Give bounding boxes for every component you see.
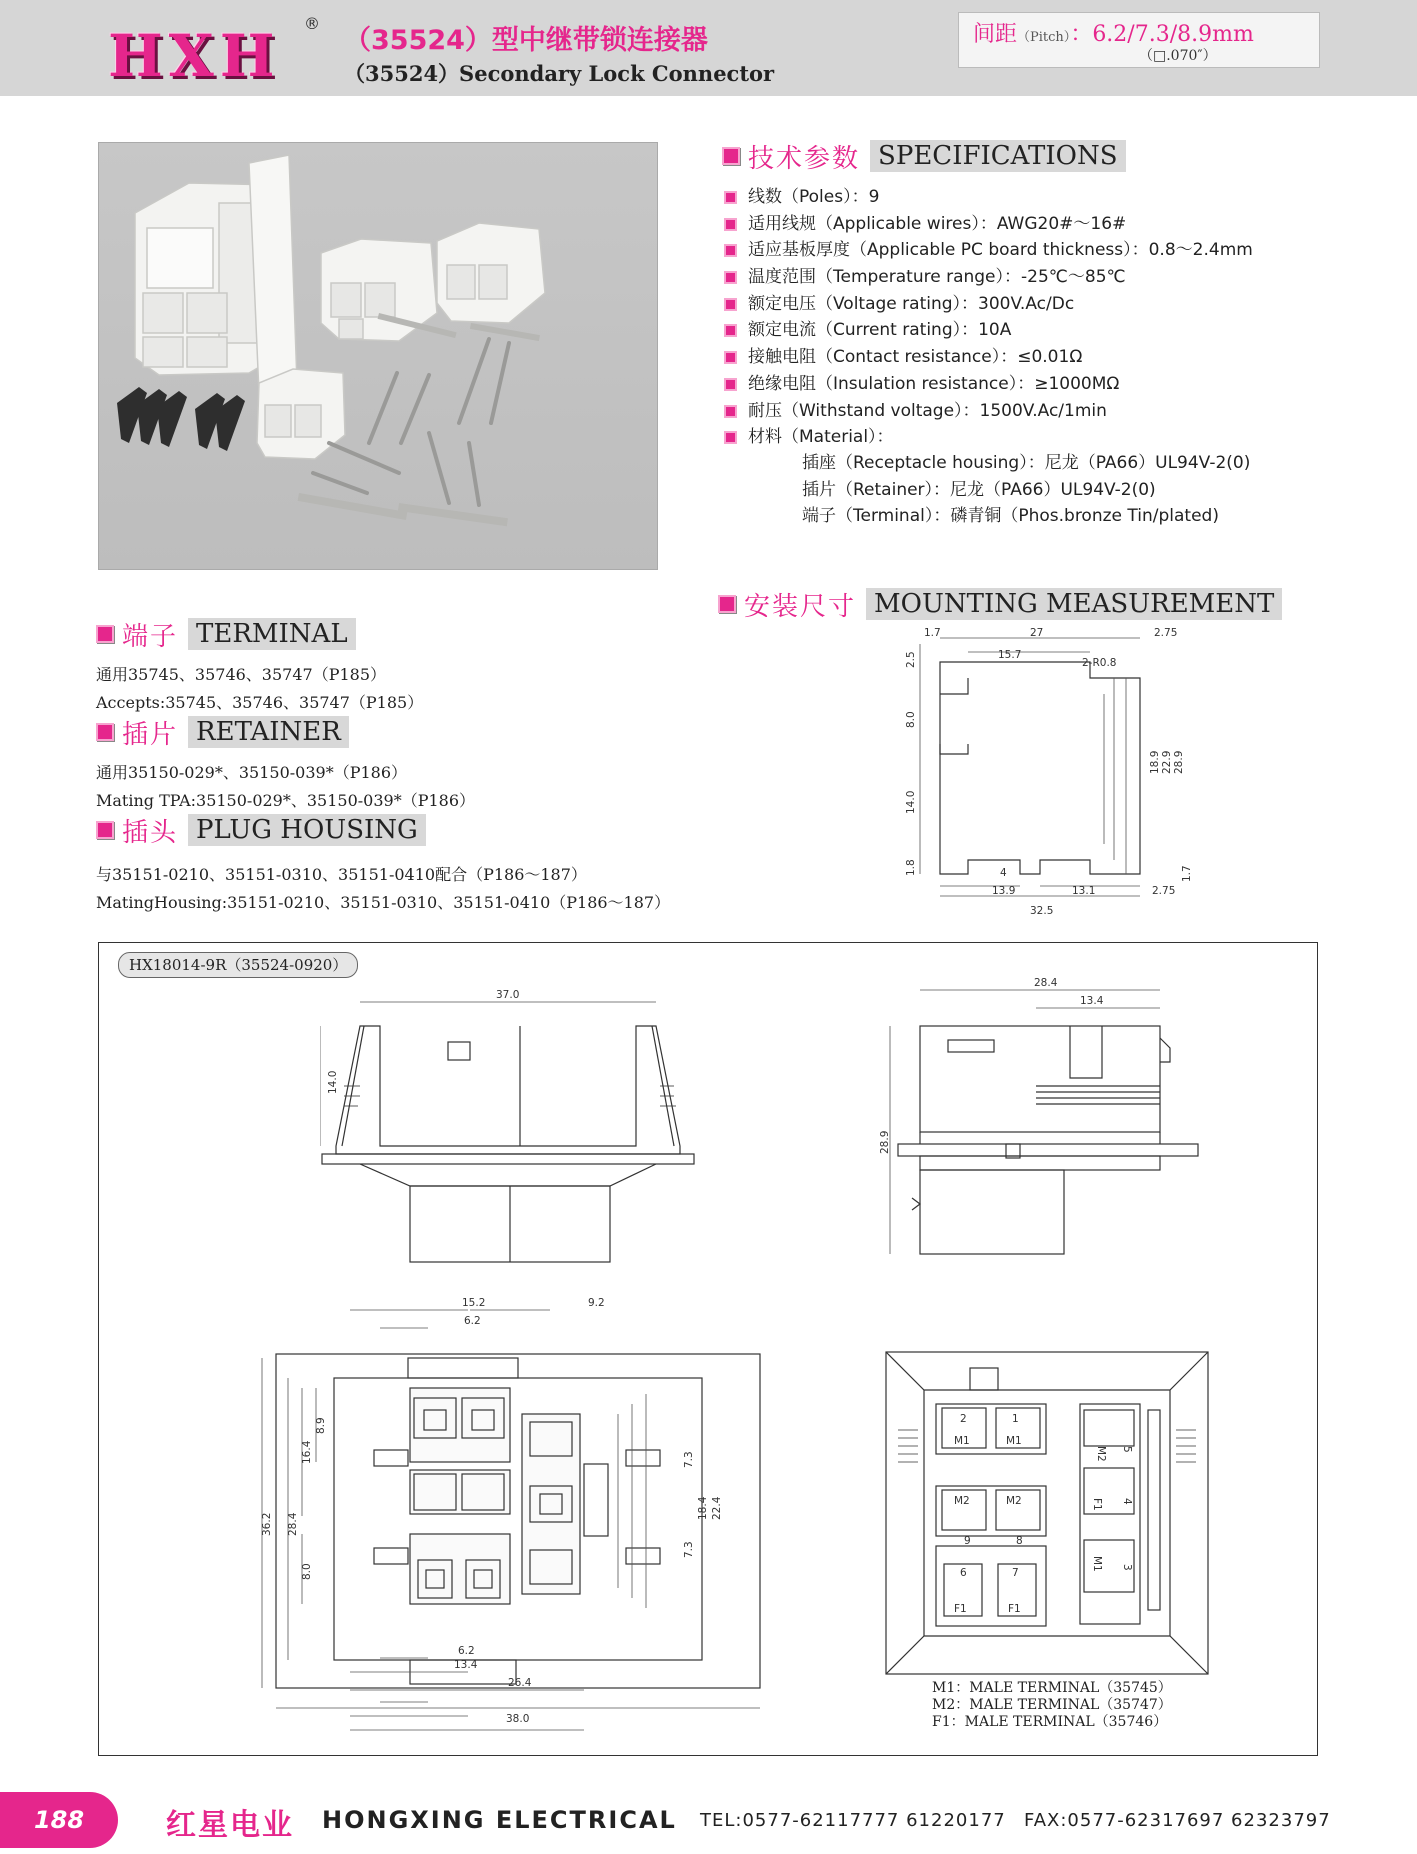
legend-item: F1：MALE TERMINAL（35746） <box>932 1714 1168 1730</box>
title-english: （35524）Secondary Lock Connector <box>344 61 775 86</box>
pink-square-icon <box>96 723 114 741</box>
spec-text: 额定电压（Voltage rating）：300V.Ac/Dc <box>748 293 1075 314</box>
mount-dim: 28.9 <box>1173 750 1185 774</box>
mounting-heading-cn: 安装尺寸 <box>744 591 857 622</box>
material-list <box>802 450 1250 530</box>
spec-text: 额定电流（Current rating）：10A <box>748 320 1012 341</box>
pin-label: 3 <box>1121 1564 1133 1571</box>
mounting-heading <box>718 588 1282 620</box>
spec-text: 适用线规（Applicable wires）：AWG20#～16# <box>748 213 1127 234</box>
front-dim: 37.0 <box>496 989 520 1001</box>
face-dim: 6.2 <box>464 1315 481 1327</box>
plug-heading-cn: 插头 <box>122 817 179 848</box>
terminal-legend <box>932 1680 1172 1731</box>
product-photo-illustration <box>99 143 657 569</box>
spec-item <box>724 424 1344 451</box>
mount-dim: 1.7 <box>1181 865 1193 882</box>
terminal-line-2: Accepts:35745、35746、35747（P185） <box>96 693 424 712</box>
mount-dim: 18.9 <box>1149 750 1161 774</box>
plug-heading <box>96 814 426 846</box>
retainer-heading <box>96 716 349 748</box>
company-name-cn: 红星电业 <box>166 1808 294 1843</box>
mount-dim: 22.9 <box>1161 750 1173 774</box>
pin-label: F1 <box>954 1603 967 1615</box>
face-dim: 13.4 <box>454 1659 478 1671</box>
bullet-icon <box>724 244 737 257</box>
face-dim: 7.3 <box>683 1451 695 1468</box>
pitch-value: ：6.2/7.3/8.9mm <box>1070 22 1254 47</box>
product-photo <box>98 142 658 570</box>
mount-dim: 2.5 <box>905 651 917 668</box>
pin-label: 1 <box>1012 1413 1019 1425</box>
part-number-label: HX18014-9R（35524-0920） <box>118 952 358 978</box>
pin-label: M2 <box>954 1495 970 1507</box>
mounting-heading-en: MOUNTING MEASUREMENT <box>866 588 1282 620</box>
terminal-heading <box>96 618 356 650</box>
title-chinese: （35524）型中继带锁连接器 <box>344 25 708 56</box>
bullet-icon <box>724 324 737 337</box>
pin-label: M1 <box>1091 1556 1103 1572</box>
face-view-bottom-dims <box>258 1646 778 1726</box>
spec-text: 温度范围（Temperature range）：-25℃～85℃ <box>748 267 1126 288</box>
mount-dim: 32.5 <box>1030 905 1054 917</box>
face-dim: 22.4 <box>711 1496 723 1520</box>
specifications-heading <box>722 140 1126 172</box>
spec-item <box>724 291 1344 318</box>
retainer-line-1: 通用35150-029*、35150-039*（P186） <box>96 763 407 782</box>
spec-text: 适应基板厚度（Applicable PC board thickness）：0.8～2.4mm <box>748 240 1253 261</box>
spec-text: 耐压（Withstand voltage）：1500V.Ac/1min <box>748 400 1107 421</box>
spec-item <box>724 344 1344 371</box>
pin-label: 2 <box>960 1413 967 1425</box>
pin-label: M2 <box>1095 1446 1107 1462</box>
spec-item <box>724 371 1344 398</box>
face-dim: 8.9 <box>315 1417 327 1434</box>
pink-square-icon <box>718 595 736 613</box>
mount-dim: 8.0 <box>905 711 917 728</box>
pitch-box <box>958 12 1320 68</box>
material-item: 端子（Terminal）：磷青铜（Phos.bronze Tin/plated) <box>802 506 1219 527</box>
pitch-label-cn: 间距 <box>973 22 1018 47</box>
bullet-icon <box>724 405 737 418</box>
mount-dim: 4 <box>1000 867 1007 879</box>
pin-layout-drawing <box>884 1350 1210 1676</box>
side-dim: 13.4 <box>1080 995 1104 1007</box>
pink-square-icon <box>96 625 114 643</box>
brand-logo: HXH <box>108 22 281 90</box>
bullet-icon <box>724 378 737 391</box>
spec-item <box>724 264 1344 291</box>
pin-label: 5 <box>1121 1446 1133 1453</box>
specifications-heading-en: SPECIFICATIONS <box>870 140 1126 172</box>
spec-text: 绝缘电阻（Insulation resistance）：≥1000MΩ <box>748 373 1120 394</box>
face-dim: 26.4 <box>508 1677 532 1689</box>
pitch-line <box>973 17 1254 48</box>
pitch-label-en: （Pitch） <box>1017 30 1071 45</box>
pin-label: 4 <box>1121 1498 1133 1505</box>
fax: FAX:0577-62317697 62323797 <box>1024 1810 1331 1831</box>
pink-square-icon <box>96 821 114 839</box>
retainer-heading-en: RETAINER <box>188 716 349 748</box>
bullet-icon <box>724 271 737 284</box>
face-dim: 8.0 <box>301 1563 313 1580</box>
spec-text: 接触电阻（Contact resistance）：≤0.01Ω <box>748 347 1083 368</box>
side-dim: 28.4 <box>1034 978 1058 989</box>
terminal-line-1: 通用35745、35746、35747（P185） <box>96 665 387 684</box>
spec-text: 线数（Poles）：9 <box>748 187 880 207</box>
specifications-heading-cn: 技术参数 <box>748 143 861 174</box>
terminal-heading-cn: 端子 <box>122 621 179 652</box>
plug-line-2: MatingHousing:35151-0210、35151-0310、35151-0410（P186～187） <box>96 893 671 912</box>
material-item: 插片（Retainer）：尼龙（PA66）UL94V-2(0) <box>802 479 1156 500</box>
front-view-drawing <box>320 986 700 1286</box>
mount-dim: 2.75 <box>1154 627 1178 639</box>
spec-text: 材料（Material）： <box>748 427 894 448</box>
telephone: TEL:0577-62117777 61220177 <box>700 1810 1006 1831</box>
mount-dim: 13.9 <box>992 885 1016 897</box>
retainer-line-2: Mating TPA:35150-029*、35150-039*（P186） <box>96 791 476 810</box>
mount-dim: 15.7 <box>998 649 1022 661</box>
bullet-icon <box>724 218 737 231</box>
spec-list <box>724 184 1344 451</box>
mount-dim: 2.75 <box>1152 885 1176 897</box>
spec-item <box>724 398 1344 425</box>
terminal-heading-en: TERMINAL <box>188 618 356 650</box>
face-dim: 38.0 <box>506 1713 530 1725</box>
front-dim: 14.0 <box>327 1070 339 1094</box>
face-dim: 28.4 <box>287 1512 299 1536</box>
spec-item <box>724 211 1344 238</box>
legend-item: M2：MALE TERMINAL（35747） <box>932 1697 1172 1713</box>
face-dim: 7.3 <box>683 1541 695 1558</box>
face-dim: 15.2 <box>462 1298 486 1309</box>
bullet-icon <box>724 298 737 311</box>
side-view-drawing <box>870 978 1210 1278</box>
mount-dim: 1.7 <box>924 627 941 639</box>
pin-label: M1 <box>1006 1435 1022 1447</box>
bullet-icon <box>724 351 737 364</box>
retainer-heading-cn: 插片 <box>122 719 179 750</box>
bullet-icon <box>724 431 737 444</box>
pin-label: F1 <box>1008 1603 1021 1615</box>
bullet-icon <box>724 191 737 204</box>
pin-label: 8 <box>1016 1535 1023 1547</box>
pin-label: 9 <box>964 1535 971 1547</box>
mount-dim: 27 <box>1030 627 1044 639</box>
pin-label: F1 <box>1091 1498 1103 1511</box>
mounting-drawing <box>900 624 1200 924</box>
page-number: 188 <box>0 1792 118 1848</box>
spec-item <box>724 184 1344 211</box>
registered-mark: ® <box>304 14 320 33</box>
spec-item <box>724 317 1344 344</box>
mount-dim: 14.0 <box>905 790 917 814</box>
material-item: 插座（Receptacle housing）：尼龙（PA66）UL94V-2(0) <box>802 453 1251 473</box>
mount-dim: 2-R0.8 <box>1082 657 1117 669</box>
company-name-en: HONGXING ELECTRICAL <box>322 1806 677 1834</box>
face-dim: 9.2 <box>588 1298 605 1309</box>
pin-label: 6 <box>960 1567 967 1579</box>
legend-item: M1：MALE TERMINAL（35745） <box>932 1680 1172 1696</box>
face-dim: 16.4 <box>301 1440 313 1464</box>
pitch-sub: （□.070″） <box>1139 48 1217 64</box>
pink-square-icon <box>722 147 740 165</box>
plug-line-1: 与35151-0210、35151-0310、35151-0410配合（P186～187） <box>96 865 587 884</box>
mount-dim: 13.1 <box>1072 885 1096 897</box>
face-dim: 6.2 <box>458 1646 475 1657</box>
mount-dim: 1.8 <box>905 859 917 876</box>
pin-label: M2 <box>1006 1495 1022 1507</box>
plug-heading-en: PLUG HOUSING <box>188 814 426 846</box>
pin-label: 7 <box>1012 1567 1019 1579</box>
spec-item <box>724 237 1344 264</box>
face-dim: 36.2 <box>261 1512 273 1536</box>
pin-label: M1 <box>954 1435 970 1447</box>
face-dim: 18.4 <box>697 1496 709 1520</box>
side-dim: 28.9 <box>879 1130 891 1154</box>
